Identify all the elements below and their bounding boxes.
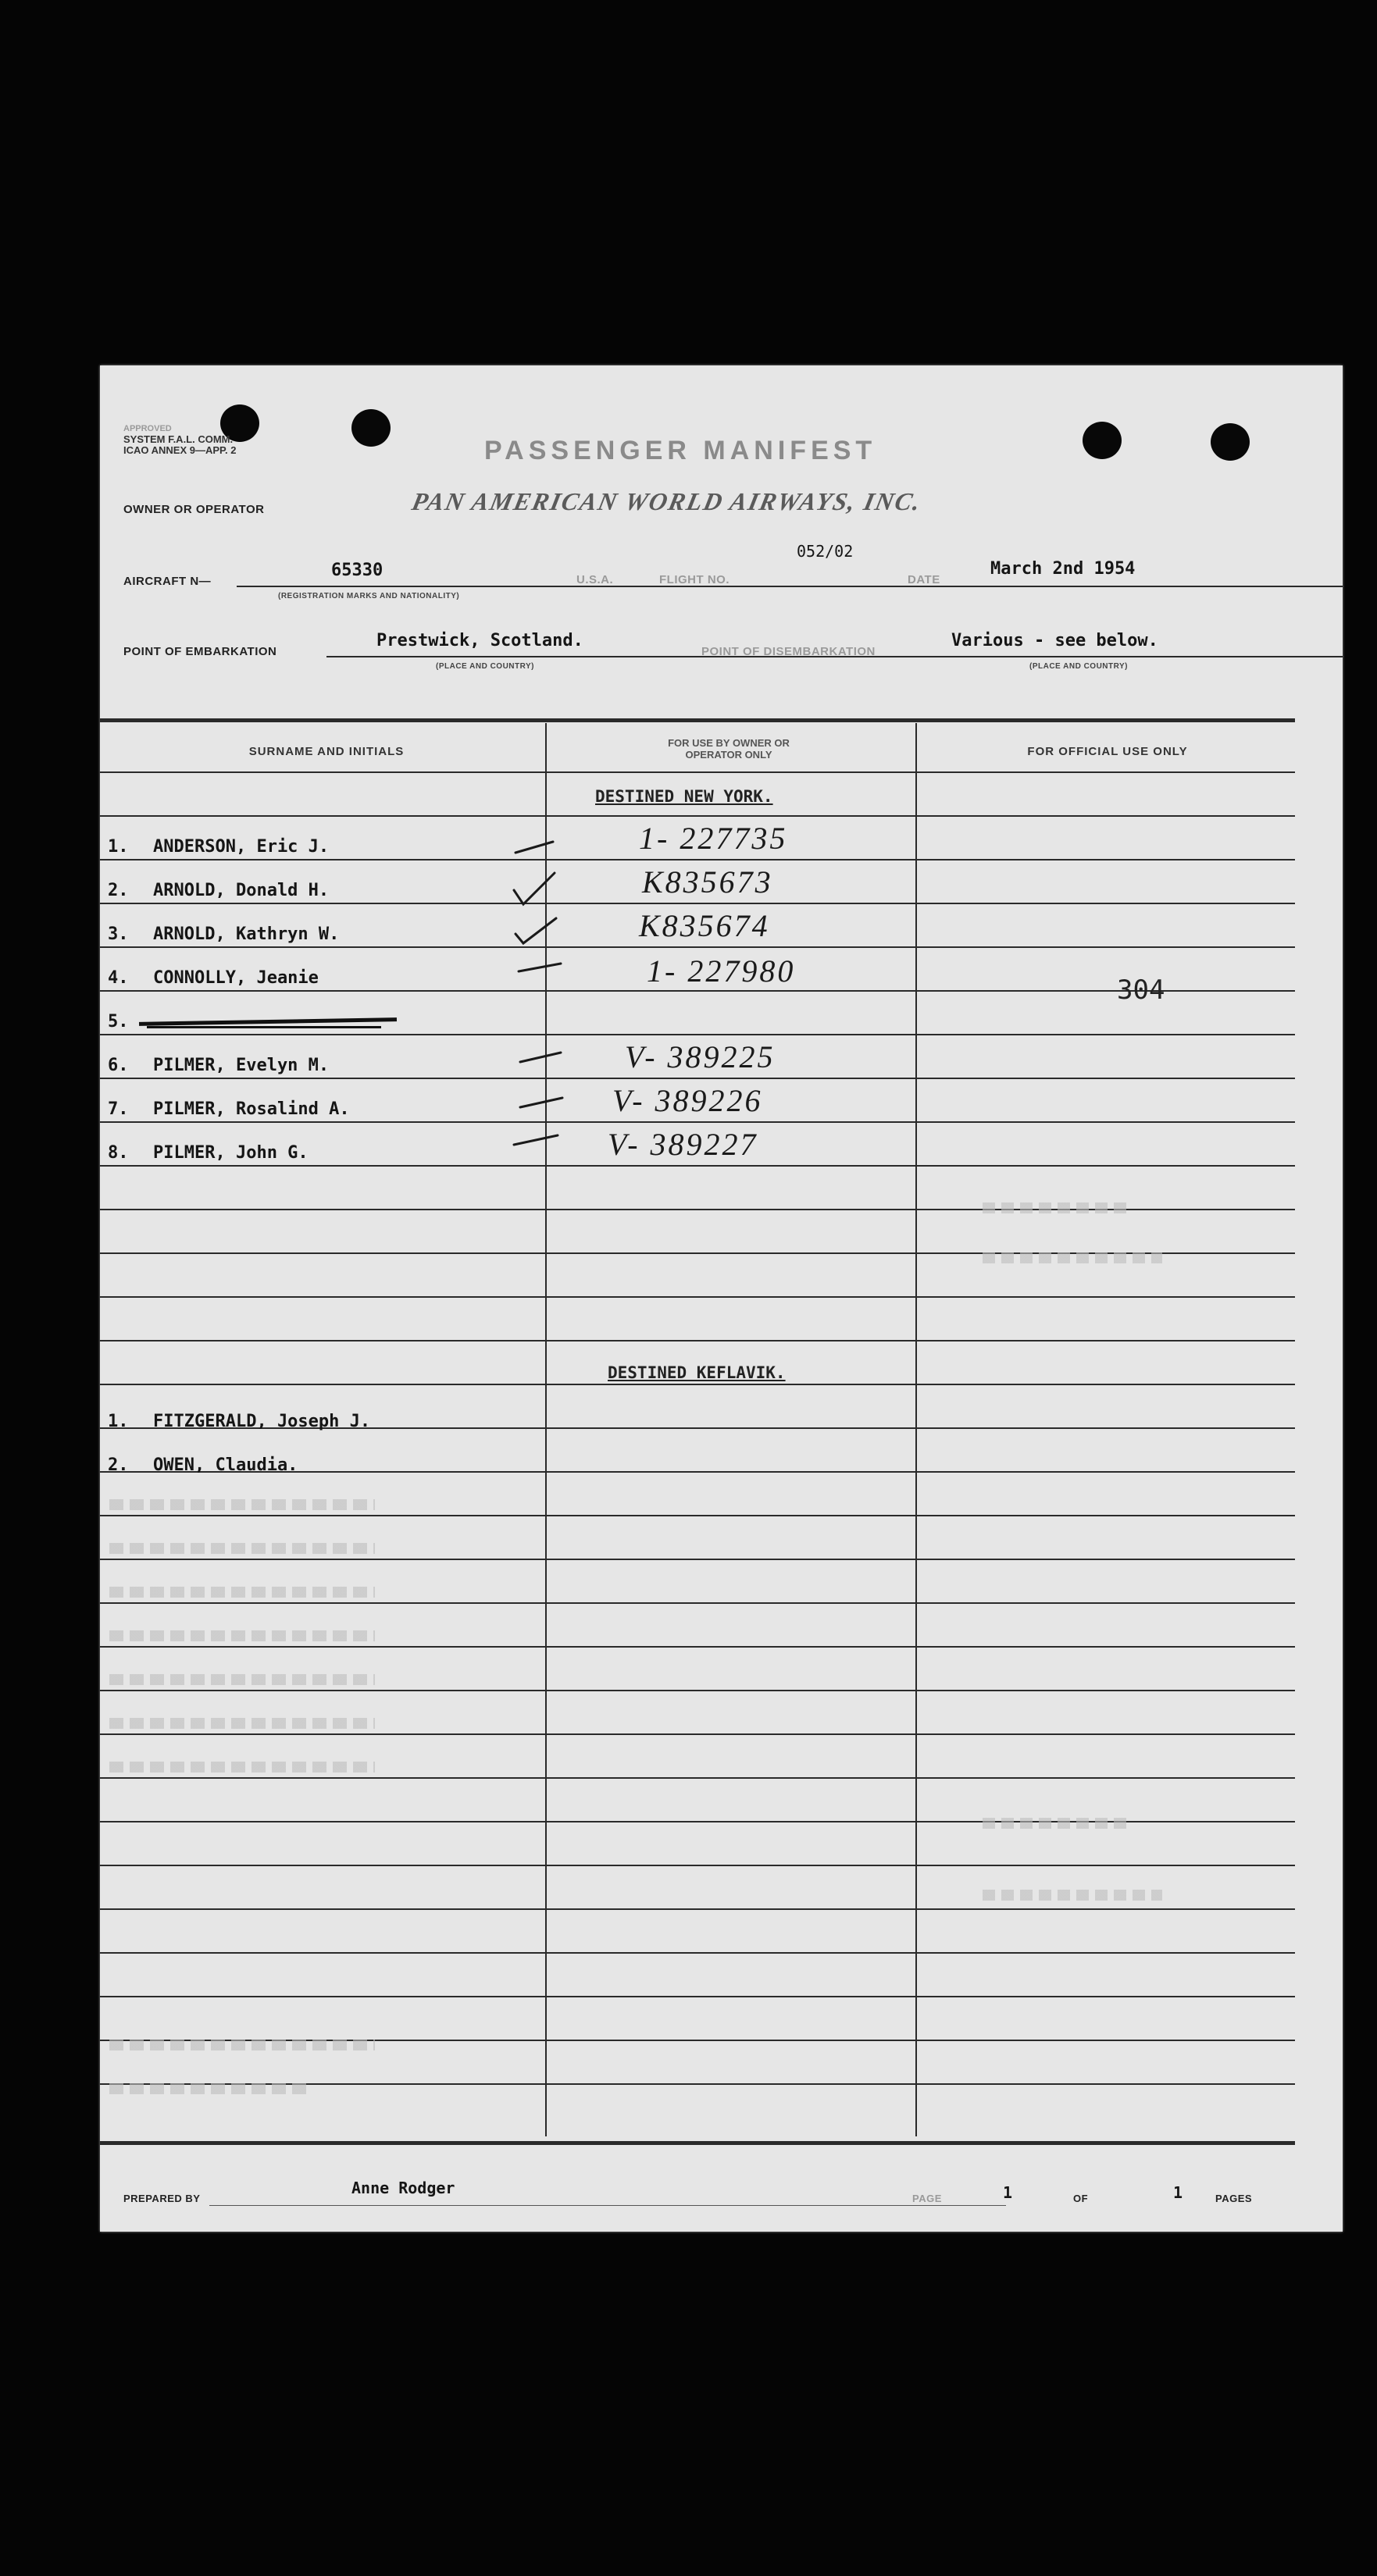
manifest-page	[100, 365, 1343, 2232]
passenger-number: 2.	[108, 881, 129, 900]
system-fal-label: SYSTEM F.A.L. COMM.	[123, 433, 234, 445]
approved-label: APPROVED	[123, 424, 172, 433]
punch-hole	[1083, 422, 1122, 459]
aircraft-underline	[237, 586, 1343, 587]
column-divider	[915, 723, 917, 2136]
passenger-number: 1.	[108, 837, 129, 857]
row-rule	[100, 990, 1295, 992]
passenger-name: ARNOLD, Kathryn W.	[153, 925, 340, 944]
row-rule	[100, 1996, 1295, 1997]
embarkation-label: POINT OF EMBARKATION	[123, 645, 277, 658]
check-mark	[519, 964, 561, 971]
date-label: DATE	[908, 573, 940, 586]
passenger-name: PILMER, John G.	[153, 1143, 309, 1163]
row-rule	[100, 946, 1295, 948]
row-rule	[100, 1690, 1295, 1691]
ghost-mark	[109, 1587, 375, 1598]
ghost-mark	[109, 1543, 375, 1554]
aircraft-label: AIRCRAFT N—	[123, 575, 212, 588]
passenger-number: 4.	[108, 968, 129, 988]
embarkation-value: Prestwick, Scotland.	[376, 631, 583, 650]
row-rule	[100, 1952, 1295, 1954]
check-mark	[520, 1098, 562, 1107]
passenger-name: PILMER, Evelyn M.	[153, 1056, 330, 1075]
row-rule	[100, 1865, 1295, 1866]
table-top-rule	[100, 718, 1295, 722]
row-rule	[100, 1034, 1295, 1035]
row-rule	[100, 1165, 1295, 1167]
registration-sublabel: (REGISTRATION MARKS AND NATIONALITY)	[278, 592, 460, 600]
passenger-number: 6.	[108, 1056, 129, 1075]
passenger-ticket-note: 1- 227735	[639, 821, 788, 856]
owner-label: OWNER OR OPERATOR	[123, 503, 265, 516]
row-rule	[100, 1078, 1295, 1079]
row-rule	[100, 1121, 1295, 1123]
passenger-number: 5.	[108, 1012, 129, 1031]
passenger-ticket-note: V- 389225	[625, 1039, 776, 1074]
row-rule	[100, 1296, 1295, 1298]
date-value: March 2nd 1954	[990, 559, 1136, 579]
passenger-number: 7.	[108, 1099, 129, 1119]
disembarkation-label: POINT OF DISEMBARKATION	[701, 645, 876, 658]
aircraft-value: 65330	[331, 561, 383, 580]
disembarkation-value: Various - see below.	[951, 631, 1158, 650]
passenger-name: PILMER, Rosalind A.	[153, 1099, 350, 1119]
ghost-mark	[109, 1630, 375, 1641]
of-label: OF	[1073, 2193, 1089, 2204]
ghost-mark	[109, 1674, 375, 1685]
row-rule	[100, 1384, 1295, 1385]
row-rule	[100, 771, 1295, 773]
group-heading-new-york: DESTINED NEW YORK.	[595, 787, 773, 806]
prepared-underline	[209, 2205, 1006, 2206]
ghost-mark	[983, 1252, 1162, 1263]
ghost-mark	[109, 1499, 375, 1510]
ghost-mark	[983, 1890, 1162, 1901]
row-rule	[100, 1777, 1295, 1779]
passenger-name: OWEN, Claudia.	[153, 1455, 298, 1475]
flight-value: 052/02	[797, 542, 854, 561]
total-pages: 1	[1173, 2183, 1183, 2202]
ghost-mark	[983, 1818, 1131, 1829]
check-mark	[514, 873, 555, 904]
disembarkation-place-sublabel: (PLACE AND COUNTRY)	[1029, 662, 1128, 671]
passenger-name: FITZGERALD, Joseph J.	[153, 1412, 371, 1431]
check-mark	[520, 1053, 561, 1062]
row-rule	[100, 1733, 1295, 1735]
passenger-number: 8.	[108, 1143, 129, 1163]
punch-hole	[351, 409, 391, 447]
passenger-number: 1.	[108, 1412, 129, 1431]
row-rule	[100, 859, 1295, 860]
redaction-strike	[139, 1017, 397, 1026]
group-heading-keflavik: DESTINED KEFLAVIK.	[608, 1363, 786, 1382]
usa-label: U.S.A.	[576, 573, 614, 586]
row-rule	[100, 1559, 1295, 1560]
passenger-ticket-note: K835674	[639, 908, 770, 943]
ghost-mark	[109, 2083, 312, 2094]
official-note: 304	[1117, 974, 1165, 1006]
ghost-mark	[109, 1718, 375, 1729]
pages-label: PAGES	[1215, 2193, 1253, 2204]
row-rule	[100, 903, 1295, 904]
ghost-mark	[109, 2040, 375, 2050]
check-marks	[506, 826, 615, 1170]
prepared-by-label: PREPARED BY	[123, 2193, 201, 2204]
owner-value: PAN AMERICAN WORLD AIRWAYS, INC.	[409, 487, 925, 515]
ghost-mark	[983, 1202, 1131, 1213]
row-rule	[100, 815, 1295, 817]
ghost-mark	[109, 1762, 375, 1773]
page-label: PAGE	[912, 2193, 942, 2204]
row-rule	[100, 1515, 1295, 1516]
passenger-name: ANDERSON, Eric J.	[153, 837, 330, 857]
embarkation-place-sublabel: (PLACE AND COUNTRY)	[436, 662, 534, 671]
passenger-ticket-note: K835673	[642, 864, 773, 900]
page-title: PASSENGER MANIFEST	[484, 436, 877, 465]
passenger-number: 3.	[108, 925, 129, 944]
redaction-strike	[147, 1026, 381, 1028]
passenger-ticket-note: V- 389227	[608, 1127, 758, 1162]
column-header-official: FOR OFFICIAL USE ONLY	[1027, 745, 1188, 758]
column-header-surname: SURNAME AND INITIALS	[248, 745, 405, 758]
row-rule	[100, 1602, 1295, 1604]
check-mark	[515, 842, 553, 853]
check-mark	[514, 1135, 558, 1145]
passenger-ticket-note: 1- 227980	[647, 953, 796, 989]
icao-annex-label: ICAO ANNEX 9—APP. 2	[123, 444, 237, 456]
row-rule	[100, 1908, 1295, 1910]
check-mark	[515, 918, 556, 943]
passenger-number: 2.	[108, 1455, 129, 1475]
punch-hole	[1211, 423, 1250, 461]
page-number: 1	[1003, 2183, 1013, 2202]
column-header-owner-use: FOR USE BY OWNER OR OPERATOR ONLY	[668, 737, 790, 761]
passenger-name: CONNOLLY, Jeanie	[153, 968, 319, 988]
prepared-by-value: Anne Rodger	[351, 2179, 455, 2197]
row-rule	[100, 1340, 1295, 1341]
passenger-name: ARNOLD, Donald H.	[153, 881, 330, 900]
row-rule	[100, 1646, 1295, 1648]
passenger-ticket-note: V- 389226	[612, 1083, 763, 1118]
flight-label: FLIGHT NO.	[659, 573, 730, 586]
table-bottom-rule	[100, 2141, 1295, 2145]
